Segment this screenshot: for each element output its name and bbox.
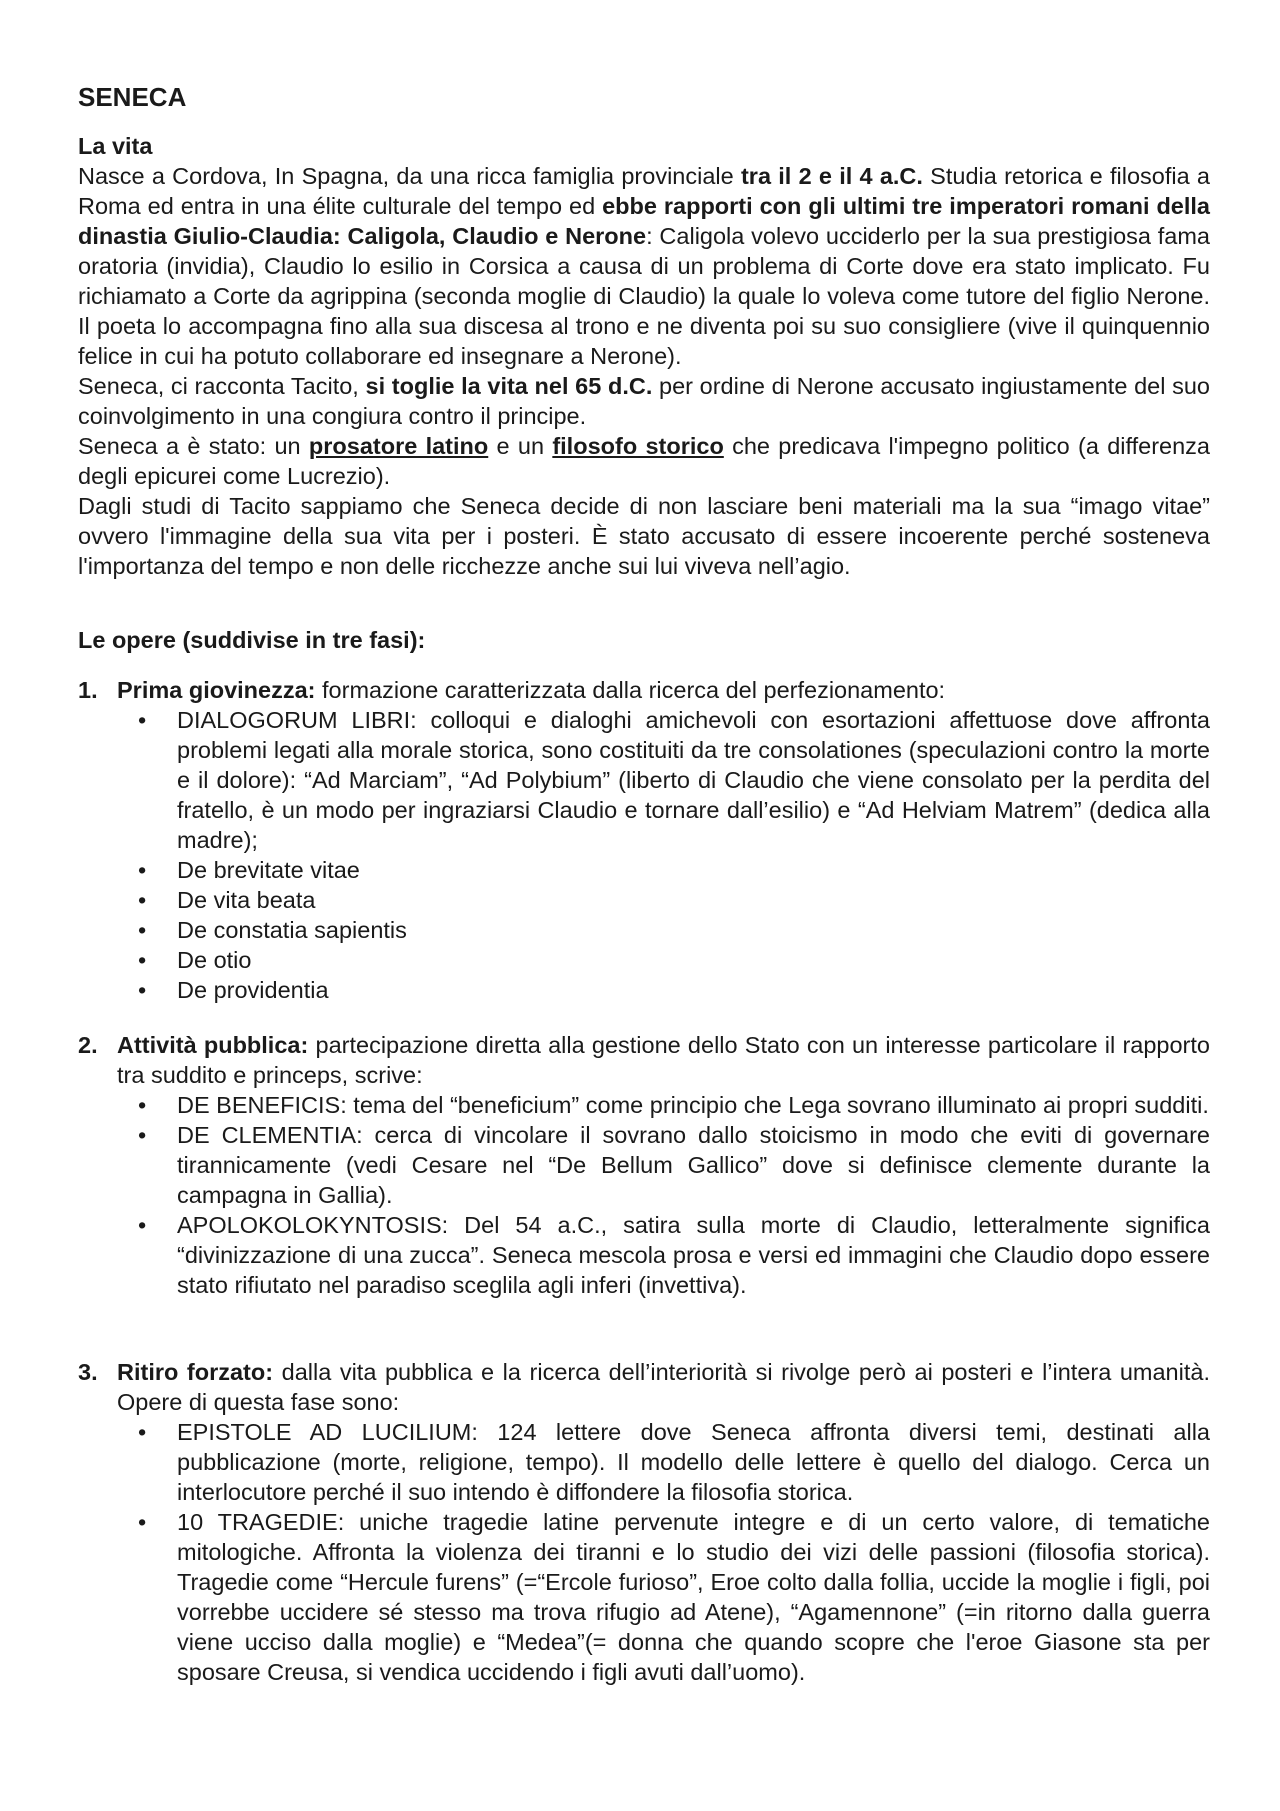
bullet-list-phase-1 xyxy=(117,705,1210,1005)
phase-item-3: 3. Ritiro forzato: dalla vita pubblica e la ricerca dell’interiorità si rivolge però ai posteri e l’intera umanità. Opere di questa fase sono: • EPISTOLE AD LUCILIUM: 124 lettere dove Seneca affronta diversi temi, destinati alla pubblicazione (morte, religione, tempo). Il modello delle lettere è quello del dialogo. Cerca un interlocutore perché il suo intendo è diffondere la filosofia storica. • 10 TRAGEDIE: uniche tragedie latine pervenute integre e di un certo valore, di tematiche mitologiche. Affronta la violenza dei tiranni e lo studio dei vizi delle passioni (filosofia storica). Tragedie come “Hercule furens” (=“Ercole furioso”, Eroe colto dalla follia, uccide la moglie i figli, poi vorrebbe uccidere sé stesso ma trova rifugio ad Atene), “Agamennone” (=in ritorno dalla guerra viene ucciso dalla moglie) e “Medea”(= donna che quando scopre che l'eroe Giasone sta per sposare Creusa, si vendica uccidendo i figli avuti dall’uomo). xyxy=(78,1359,1210,1685)
page-title: SENECA xyxy=(78,82,187,112)
phase-item-2: 2. Attività pubblica: partecipazione diretta alla gestione dello Stato con un interesse particolare il rapporto tra suddito e princeps, scrive: • DE BENEFICIS: tema del “beneficium” come principio che Lega sovrano illuminato ai propri sudditi. • DE CLEMENTIA: cerca di vincolare il sovrano dallo stoicismo in modo che eviti di governare tirannicamente (vedi Cesare nel “De Bellum Gallico” dove si definisce clemente durante la campagna in Gallia). • APOLOKOLOKYNTOSIS: Del 54 a.C., satira sulla morte di Claudio, letteralmente significa “divinizzazione di una zucca”. Seneca mescola prosa e versi ed immagini che Claudio dopo essere stato rifiutato nel paradiso sceglila agli inferi (invettiva). xyxy=(78,1032,1210,1298)
bullet-icon: • xyxy=(138,917,147,943)
list-item: • DIALOGORUM LIBRI: colloqui e dialoghi amichevoli con esortazioni affettuose dove affronta problemi legati alla morale storica, sono costituiti da tre consolationes (speculazioni contro la morte e il dolore): “Ad Marciam”, “Ad Polybium” (liberto di Claudio che viene consolato per la perdita del fratello, è un modo per ingraziarsi Claudio e tornare dall’esilio) e “Ad Helviam Matrem” (dedica alla madre); xyxy=(138,707,1210,853)
section-heading-vita: La vita xyxy=(78,133,153,159)
paragraph-vita-4: Dagli studi di Tacito sappiamo che Seneca decide di non lasciare beni materiali ma la sua “imago vitae” ovvero l'immagine della sua vita per i posteri. È stato accusato di essere incoerente perché sosteneva l'importanza del tempo e non delle ricchezze anche sui lui viveva nell’agio. xyxy=(78,493,1210,579)
bullet-list-phase-3 xyxy=(117,1417,1210,1687)
section-vita xyxy=(78,131,1210,581)
bullet-list-phase-2 xyxy=(117,1090,1210,1300)
list-item: • 10 TRAGEDIE: uniche tragedie latine pervenute integre e di un certo valore, di tematiche mitologiche. Affronta la violenza dei tiranni e lo studio dei vizi delle passioni (filosofia storica). Tragedie come “Hercule furens” (=“Ercole furioso”, Eroe colto dalla follia, uccide la moglie i figli, poi vorrebbe uccidere sé stesso ma trova rifugio ad Atene), “Agamennone” (=in ritorno dalla guerra viene ucciso dalla moglie) e “Medea”(= donna che quando scopre che l'eroe Giasone sta per sposare Creusa, si vendica uccidendo i figli avuti dall’uomo). xyxy=(138,1509,1210,1685)
section-opere xyxy=(78,625,1210,655)
bullet-icon: • xyxy=(138,1509,147,1535)
paragraph-vita-3: Seneca a è stato: un prosatore latino e un filosofo storico che predicava l'impegno politico (a differenza degli epicurei come Lucrezio). xyxy=(78,433,1210,489)
bullet-icon: • xyxy=(138,887,147,913)
bullet-icon: • xyxy=(138,707,147,733)
list-item: • De constatia sapientis xyxy=(138,917,407,943)
phase-list-2 xyxy=(78,1030,1210,1300)
bullet-icon: • xyxy=(138,1419,147,1445)
list-item: • De providentia xyxy=(138,977,329,1003)
list-item: • De brevitate vitae xyxy=(138,857,360,883)
paragraph-vita-2: Seneca, ci racconta Tacito, si toglie la vita nel 65 d.C. per ordine di Nerone accusato ingiustamente del suo coinvolgimento in una congiura contro il principe. xyxy=(78,373,1210,429)
list-item: • DE BENEFICIS: tema del “beneficium” come principio che Lega sovrano illuminato ai propri sudditi. xyxy=(138,1092,1209,1118)
list-item: • De otio xyxy=(138,947,252,973)
phase-list-1 xyxy=(78,675,1210,1005)
bullet-icon: • xyxy=(138,947,147,973)
phase-list-3 xyxy=(78,1357,1210,1687)
bullet-icon: • xyxy=(138,977,147,1003)
bullet-icon: • xyxy=(138,1212,147,1238)
phase-item-1: 1. Prima giovinezza: formazione caratterizzata dalla ricerca del perfezionamento: • DIALOGORUM LIBRI: colloqui e dialoghi amichevoli con esortazioni affettuose dove affronta problemi legati alla morale storica, sono costituiti da tre consolationes (speculazioni contro la morte e il dolore): “Ad Marciam”, “Ad Polybium” (liberto di Claudio che viene consolato per la perdita del fratello, è un modo per ingraziarsi Claudio e tornare dall’esilio) e “Ad Helviam Matrem” (dedica alla madre); • De brevitate vitae • De vita beata • De constatia sapientis • De otio • De providentia xyxy=(78,677,1210,1003)
paragraph-vita-1: Nasce a Cordova, In Spagna, da una ricca famiglia provinciale tra il 2 e il 4 a.C. Studia retorica e filosofia a Roma ed entra in una élite culturale del tempo ed ebbe rapporti con gli ultimi tre imperatori romani della dinastia Giulio-Claudia: Caligola, Claudio e Nerone: Caligola volevo ucciderlo per la sua prestigiosa fama oratoria (invidia), Claudio lo esilio in Corsica a causa di un problema di Corte dove era stato implicato. Fu richiamato a Corte da agrippina (seconda moglie di Claudio) la quale lo voleva come tutore del figlio Nerone. Il poeta lo accompagna fino alla sua discesa al trono e ne diventa poi su suo consigliere (vive il quinquennio felice in cui ha potuto collaborare ed insegnare a Nerone). xyxy=(78,163,1211,369)
bullet-icon: • xyxy=(138,857,147,883)
list-item: • EPISTOLE AD LUCILIUM: 124 lettere dove Seneca affronta diversi temi, destinati alla pubblicazione (morte, religione, tempo). Il modello delle lettere è quello del dialogo. Cerca un interlocutore perché il suo intendo è diffondere la filosofia storica. xyxy=(138,1419,1210,1505)
list-item: • APOLOKOLOKYNTOSIS: Del 54 a.C., satira sulla morte di Claudio, letteralmente significa “divinizzazione di una zucca”. Seneca mescola prosa e versi ed immagini che Claudio dopo essere stato rifiutato nel paradiso sceglila agli inferi (invettiva). xyxy=(138,1212,1210,1298)
bullet-icon: • xyxy=(138,1122,147,1148)
list-item: • DE CLEMENTIA: cerca di vincolare il sovrano dallo stoicismo in modo che eviti di governare tirannicamente (vedi Cesare nel “De Bellum Gallico” dove si definisce clemente durante la campagna in Gallia). xyxy=(138,1122,1210,1208)
bullet-icon: • xyxy=(138,1092,147,1118)
section-heading-opere: Le opere (suddivise in tre fasi): xyxy=(78,627,426,653)
list-item: • De vita beata xyxy=(138,887,316,913)
